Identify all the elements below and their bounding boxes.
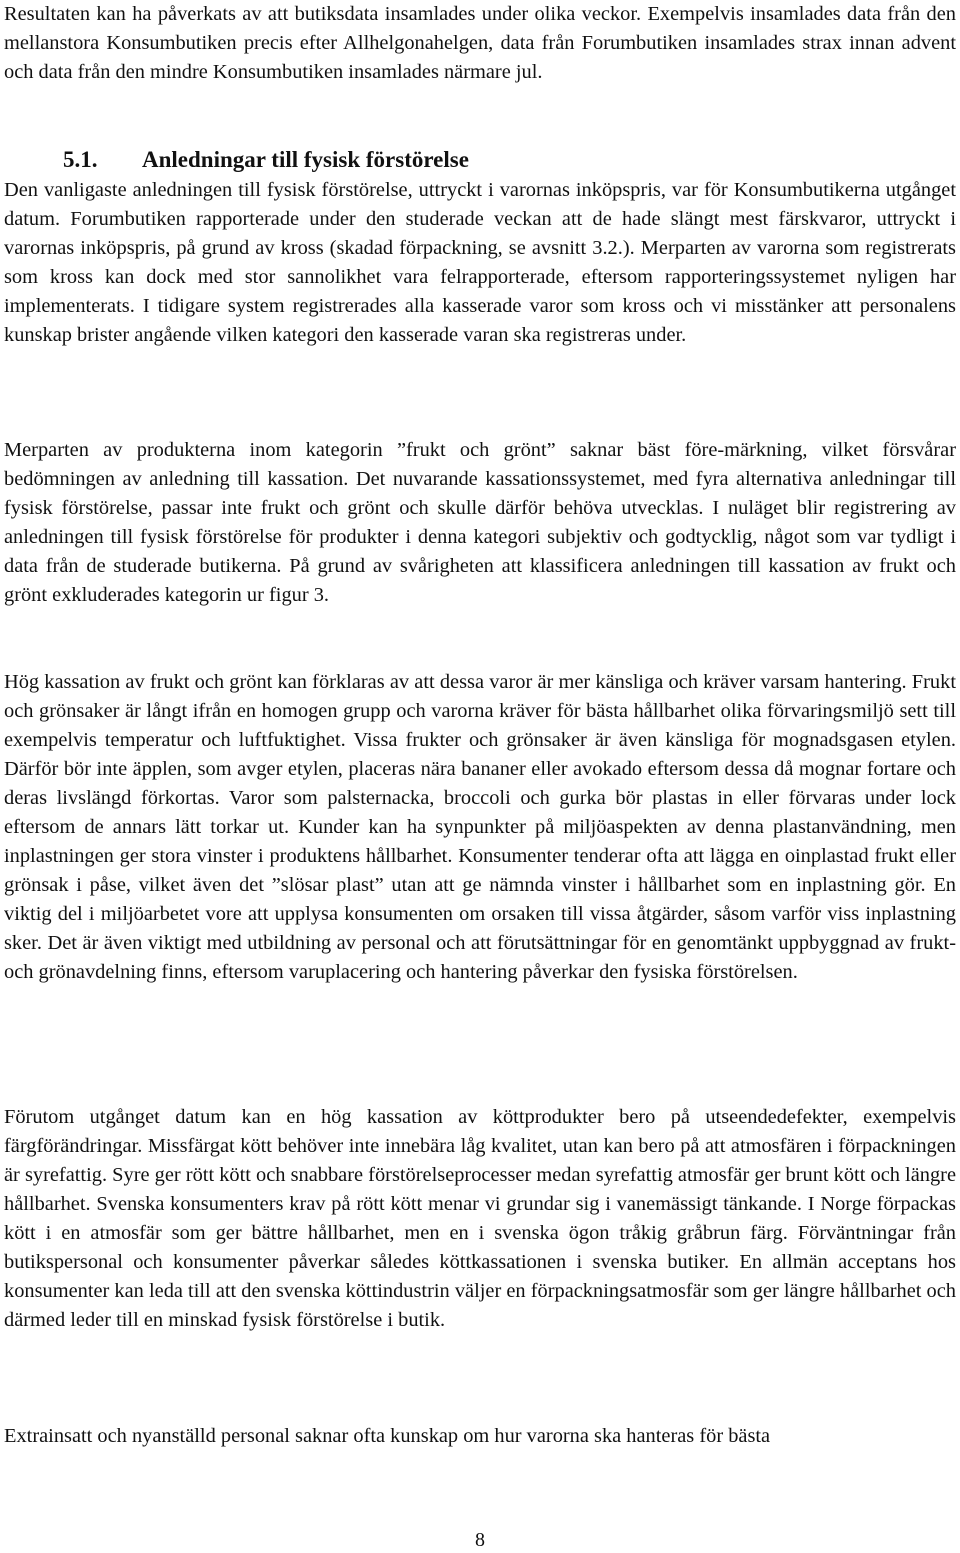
section-title: Anledningar till fysisk förstörelse: [142, 147, 469, 172]
page-number: 8: [475, 1529, 485, 1551]
section-heading: [63, 144, 469, 176]
paragraph: Den vanligaste anledningen till fysisk förstörelse, uttryckt i varornas inköpspris, var för Konsumbutikerna utgånget datum. Forumbutiken rapporterade under den studerade veckan att de hade slängt mest färskvaror, uttryckt i varornas inköpspris, på grund av kross (skadad förpackning, se avsnitt 3.2.). Merparten av varorna som registrerats som kross kan dock med stor sannolikhet vara felrapporterade, eftersom rapporteringssystemet nyligen har implementerats. I tidigare system registrerades alla kasserade varor som kross och vi misstänker att personalens kunskap brister angående vilken kategori den kasserade varan ska registreras under.: [4, 179, 956, 346]
intro-paragraph: Resultaten kan ha påverkats av att butiksdata insamlades under olika veckor. Exempelvis insamlades data från den mellanstora Konsumbutiken precis efter Allhelgonahelgen, data från Forumbutiken insamlades strax innan advent och data från den mindre Konsumbutiken insamlades närmare jul.: [4, 3, 956, 83]
section-number: 5.1.: [63, 147, 98, 172]
paragraph: Hög kassation av frukt och grönt kan förklaras av att dessa varor är mer känsliga och kräver varsam hantering. Frukt och grönsaker är långt ifrån en homogen grupp och varorna kräver för bästa hållbarhet olika förvaringsmiljö sett till exempelvis temperatur och luftfuktighet. Vissa frukter och grönsaker är även känsliga för mognadsgasen etylen. Därför bör inte äpplen, som avger etylen, placeras nära bananer eller avokado eftersom dessa då mognar fortare och deras livslängd förkortas. Varor som palsternacka, broccoli och gurka bör plastas in eller förvaras under lock eftersom de annars lätt torkar ut. Kunder kan ha synpunkter på miljöaspekten av denna plastanvändning, men inplastningen ger stora vinster i produktens hållbarhet. Konsumenter tenderar ofta att lägga en oinplastad frukt eller grönsak i påse, vilket även det ”slösar plast” utan att ge nämnda vinster i hållbarhet som en inplastning gör. En viktig del i miljöarbetet vore att upplysa konsumenten om orsaken till vissa åtgärder, såsom varför viss inplastning sker. Det är även viktigt med utbildning av personal och att förutsättningar för en genomtänkt uppbyggnad av frukt- och grönavdelning finns, eftersom varuplacering och hantering påverkar den fysiska förstörelsen.: [4, 671, 956, 983]
paragraph: Extrainsatt och nyanställd personal saknar ofta kunskap om hur varorna ska hanteras för bästa: [4, 1425, 771, 1447]
paragraph: Förutom utgånget datum kan en hög kassation av köttprodukter bero på utseendedefekter, exempelvis färgförändringar. Missfärgat kött behöver inte innebära låg kvalitet, utan kan bero på att atmosfären i förpackningen är syrefattig. Syre ger rött kött och snabbare förstörelseprocesser medan syrefattig atmosfär ger brunt kött och längre hållbarhet. Svenska konsumenters krav på rött kött menar vi grundar sig i vanemässigt tänkande. I Norge förpackas kött i en atmosfär som ger bättre hållbarhet, men en i svenska ögon tråkig gråbrun färg. Förväntningar från butikspersonal och konsumenter påverkar således köttkassationen i svenska butiker. En allmän acceptans hos konsumenter kan leda till att den svenska köttindustrin väljer en förpackningsatmosfär som ger längre hållbarhet och därmed leder till en minskad fysisk förstörelse i butik.: [4, 1106, 956, 1331]
paragraph: Merparten av produkterna inom kategorin ”frukt och grönt” saknar bäst före-märkning, vilket försvårar bedömningen av anledning till kassation. Det nuvarande kassationssystemet, med fyra alternativa anledningar till fysisk förstörelse, passar inte frukt och grönt och skulle därför behöva utvecklas. I nuläget blir registrering av anledningen till fysisk förstörelse för produkter i denna kategori subjektiv och godtycklig, något som var tydligt i data från de studerade butikerna. På grund av svårigheten att klassificera anledningen till kassation av frukt och grönt exkluderades kategorin ur figur 3.: [4, 439, 956, 606]
